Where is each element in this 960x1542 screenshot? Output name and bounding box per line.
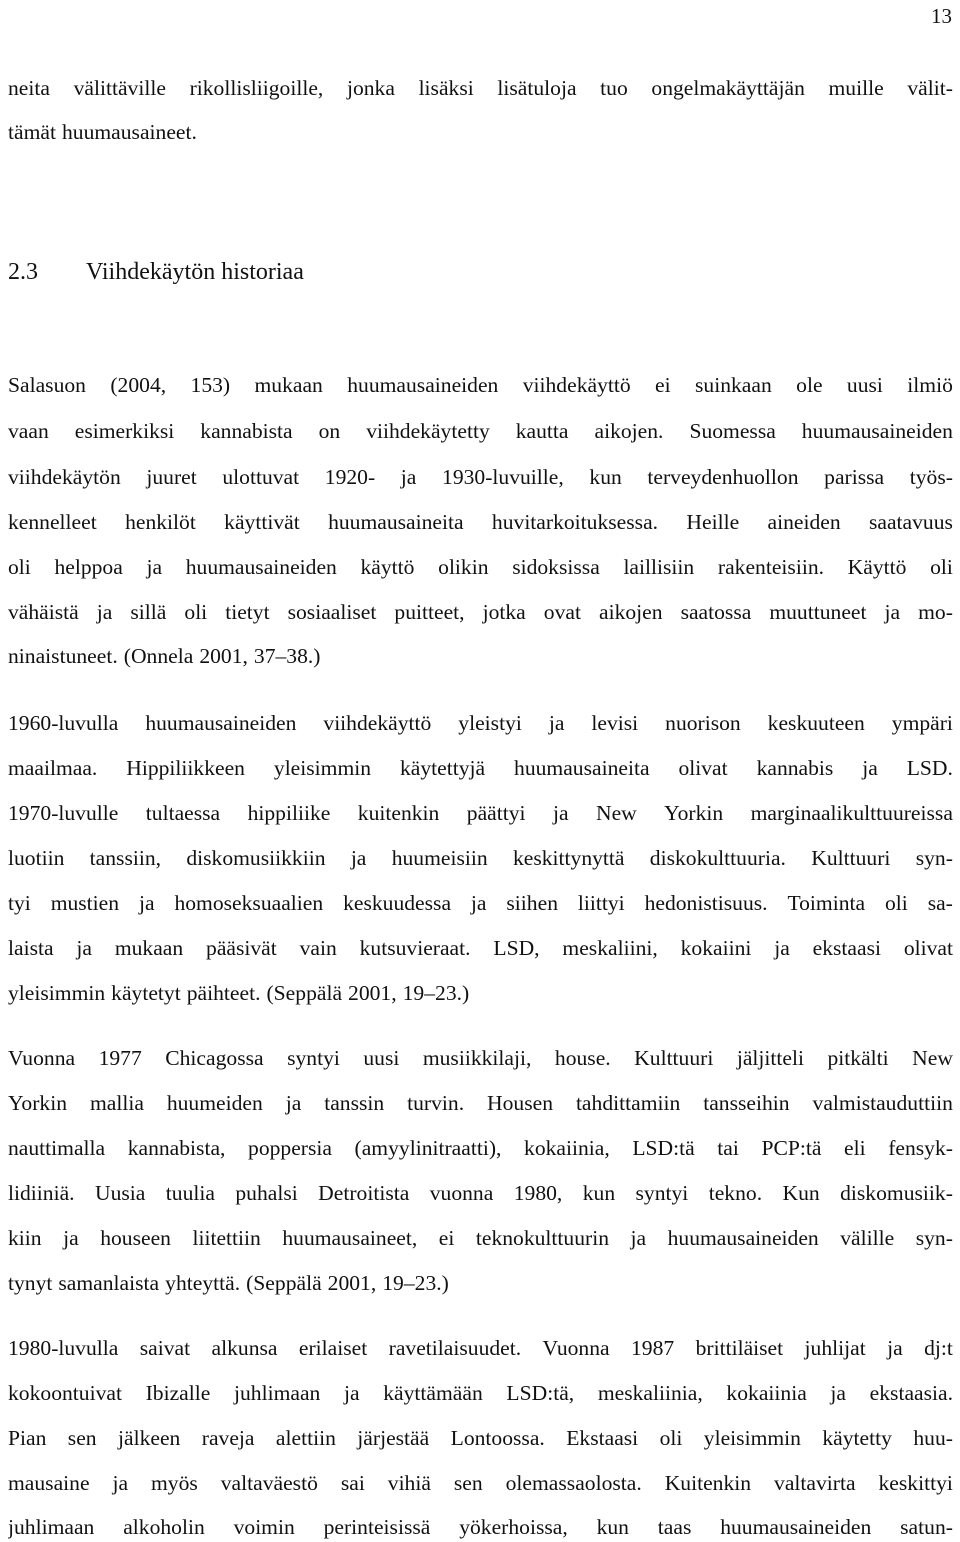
text-line: Yorkin mallia huumeiden ja tanssin turvin. Housen tahdittamiin tansseihin valmistauduttiin: [8, 1091, 953, 1115]
text-line: viihdekäytön juuret ulottuvat 1920- ja 1930-luvuille, kun terveydenhuollon parissa työs-: [8, 465, 953, 489]
text-line: lidiiniä. Uusia tuulia puhalsi Detroitista vuonna 1980, kun syntyi tekno. Kun diskomusiik-: [8, 1181, 953, 1205]
section-title: Viihdekäytön historiaa: [86, 259, 304, 285]
text-line: laista ja mukaan pääsivät vain kutsuvieraat. LSD, meskaliini, kokaiini ja ekstaasi olivat: [8, 936, 953, 960]
text-line: vähäistä ja sillä oli tietyt sosiaaliset puitteet, jotka ovat aikojen saatossa muuttuneet ja mo-: [8, 600, 953, 624]
text-line: kiin ja houseen liitettiin huumausaineet, ei teknokulttuurin ja huumausaineiden välille syn-: [8, 1226, 953, 1250]
text-line: yleisimmin käytetyt päihteet. (Seppälä 2001, 19–23.): [8, 981, 470, 1005]
section-heading: [8, 255, 304, 289]
text-line: 1960-luvulla huumausaineiden viihdekäyttö yleistyi ja levisi nuorison keskuuteen ympäri: [8, 711, 953, 735]
text-line: Vuonna 1977 Chicagossa syntyi uusi musiikkilaji, house. Kulttuuri jäljitteli pitkälti New: [8, 1046, 953, 1070]
text-line: kennelleet henkilöt käyttivät huumausaineita huvitarkoituksessa. Heille aineiden saatavuus: [8, 510, 953, 534]
text-line: tämät huumausaineet.: [8, 120, 197, 144]
text-line: neita välittäville rikollisliigoille, jonka lisäksi lisätuloja tuo ongelmakäyttäjän muille välit-: [8, 76, 953, 100]
text-line: nauttimalla kannabista, poppersia (amyylinitraatti), kokaiinia, LSD:tä tai PCP:tä eli fensyk-: [8, 1136, 953, 1160]
text-line: mausaine ja myös valtaväestö sai vihiä sen olemassaolosta. Kuitenkin valtavirta keskittyi: [8, 1471, 953, 1495]
text-line: 1980-luvulla saivat alkunsa erilaiset ravetilaisuudet. Vuonna 1987 brittiläiset juhlijat ja dj:t: [8, 1336, 953, 1360]
page-number: 13: [931, 4, 952, 28]
section-number: 2.3: [8, 259, 38, 285]
text-line: kokoontuivat Ibizalle juhlimaan ja käyttämään LSD:tä, meskaliinia, kokaiinia ja ekstaasia.: [8, 1381, 953, 1405]
text-line: Pian sen jälkeen raveja alettiin järjestää Lontoossa. Ekstaasi oli yleisimmin käytetty huu-: [8, 1426, 953, 1450]
text-line: Salasuon (2004, 153) mukaan huumausaineiden viihdekäyttö ei suinkaan ole uusi ilmiö: [8, 373, 953, 397]
text-line: tynyt samanlaista yhteyttä. (Seppälä 2001, 19–23.): [8, 1271, 449, 1295]
text-line: maailmaa. Hippiliikkeen yleisimmin käytettyjä huumausaineita olivat kannabis ja LSD.: [8, 756, 953, 780]
text-line: vaan esimerkiksi kannabista on viihdekäytetty kautta aikojen. Suomessa huumausaineiden: [8, 419, 953, 443]
text-line: ninaistuneet. (Onnela 2001, 37–38.): [8, 644, 321, 668]
text-line: tyi mustien ja homoseksuaalien keskuudessa ja siihen liittyi hedonistisuus. Toiminta oli sa-: [8, 891, 953, 915]
text-line: juhlimaan alkoholin voimin perinteisissä yökerhoissa, kun taas huumausaineiden satun-: [8, 1515, 953, 1539]
text-line: luotiin tanssiin, diskomusiikkiin ja huumeisiin keskittynyttä diskokulttuuria. Kulttuuri syn-: [8, 846, 953, 870]
text-line: oli helppoa ja huumausaineiden käyttö olikin sidoksissa laillisiin rakenteisiin. Käyttö oli: [8, 555, 953, 579]
text-line: 1970-luvulle tultaessa hippiliike kuitenkin päättyi ja New Yorkin marginaalikulttuureissa: [8, 801, 953, 825]
